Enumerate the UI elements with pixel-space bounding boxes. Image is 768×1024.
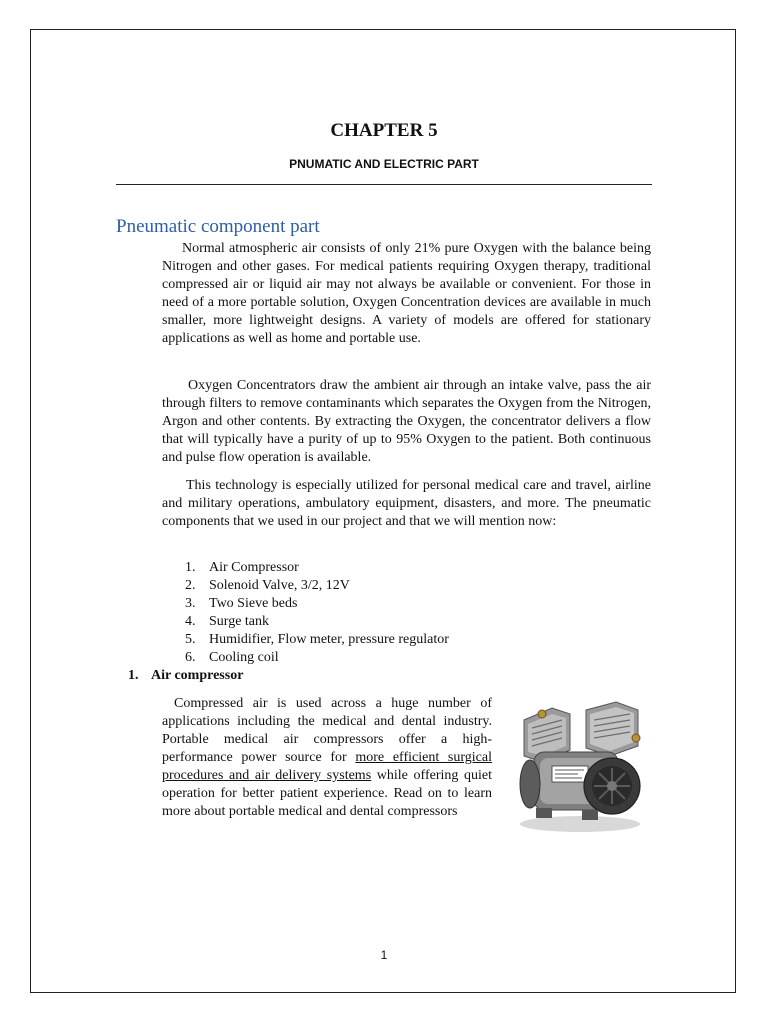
chapter-subtitle: PNUMATIC AND ELECTRIC PART bbox=[289, 157, 479, 171]
list-item: 1. Air Compressor bbox=[185, 560, 299, 575]
pneumatic-parts-list bbox=[162, 559, 449, 667]
chapter-title: CHAPTER 5 bbox=[330, 120, 438, 141]
air-compressor-image bbox=[512, 700, 648, 834]
air-compressor-heading: 1. Air compressor bbox=[128, 668, 244, 683]
surgical-procedures-link[interactable]: more efficient surgical procedures and air delivery systems bbox=[162, 750, 492, 783]
title-divider bbox=[116, 184, 652, 185]
paragraph-2: Oxygen Concentrators draw the ambient air through an intake valve, pass the air through filters to remove contaminants which separates the Oxygen from the Nitrogen, Argon and other contents. By extracting the Oxygen, the concentrator delivers a flow that will typically have a purity of up to 95% Oxygen to the patient. Both continuous and pulse flow operation is available. bbox=[162, 378, 651, 465]
list-item: 6. Cooling coil bbox=[185, 650, 279, 665]
section-heading: Pneumatic component part bbox=[116, 216, 320, 237]
list-item: 5. Humidifier, Flow meter, pressure regulator bbox=[185, 632, 449, 647]
paragraph-3: This technology is especially utilized for personal medical care and travel, airline and military operations, ambulatory equipment, disasters, and more. The pneumatic components that we used in our project and that we will mention now: bbox=[162, 478, 651, 529]
list-item: 2. Solenoid Valve, 3/2, 12V bbox=[185, 578, 350, 593]
air-compressor-paragraph: Compressed air is used across a huge number of applications including the medical and dental industry. Portable medical air compressors offer a high-performance power source for more efficient surgical procedures and air delivery systems while offering quiet operation for better patient experience. Read on to learn more about portable medical and dental compressors bbox=[162, 696, 492, 819]
list-item: 4. Surge tank bbox=[185, 614, 270, 629]
list-item: 3. Two Sieve beds bbox=[185, 596, 298, 611]
paragraph-1: Normal atmospheric air consists of only 21% pure Oxygen with the balance being Nitrogen and other gases. For medical patients requiring Oxygen therapy, traditional compressed air or liquid air may not always be available or convenient. For those in need of a more portable solution, Oxygen Concentration devices are available in much smaller, more lightweight designs. A variety of models are offered for stationary applications as well as home and portable use. bbox=[162, 241, 651, 346]
page-number: 1 bbox=[380, 948, 388, 962]
